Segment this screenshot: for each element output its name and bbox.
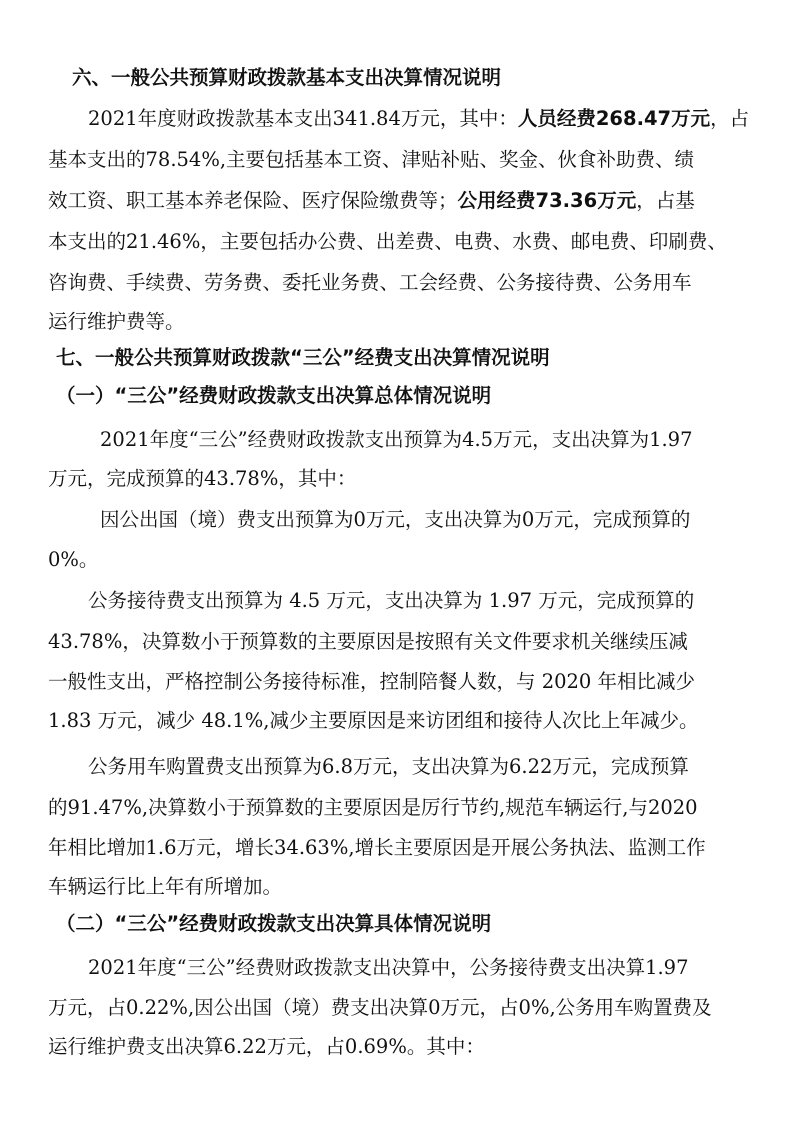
s6-text: 效工资、职工基本养老保险、医疗保险缴费等； — [48, 189, 458, 212]
s7-p4-line-1: 公务用车购置费支出预算为6.8万元，支出决算为6.22万元，完成预算 — [88, 755, 689, 778]
s6-para-line-2: 基本支出的78.54%,主要包括基本工资、津贴补贴、奖金、伙食补助费、绩 — [48, 148, 695, 171]
s7-p3-line-3: 一般性支出，严格控制公务接待标准，控制陪餐人数，与 2020 年相比减少 — [48, 670, 696, 693]
s6-para-line-6: 运行维护费等。 — [48, 310, 185, 333]
s7-p4-line-2: 的91.47%,决算数小于预算数的主要原因是厉行节约,规范车辆运行,与2020 — [48, 796, 698, 819]
s7-p5-line-1: 2021年度“三公”经费财政拨款支出决算中，公务接待费支出决算1.97 — [88, 956, 689, 979]
s6-para-line-3 — [48, 185, 695, 213]
s7-p1-line-2: 万元，完成预算的43.78%，其中： — [48, 467, 357, 490]
personnel-cost-highlight: 人员经费268.47万元 — [517, 107, 711, 130]
s7-p5-line-3: 运行维护费支出决算6.22万元，占0.69%。其中： — [48, 1035, 485, 1058]
s7-p1-line-1: 2021年度“三公”经费财政拨款支出预算为4.5万元，支出决算为1.97 — [100, 428, 693, 451]
s7-p2-line-2: 0%。 — [48, 548, 99, 571]
public-cost-highlight: 公用经费73.36万元 — [457, 189, 637, 212]
s6-text: 2021年度财政拨款基本支出341.84万元，其中： — [88, 107, 518, 130]
subsection-2-heading: （二）“三公”经费财政拨款支出决算具体情况说明 — [56, 912, 492, 935]
s6-para-line-1 — [48, 103, 749, 131]
s7-p3-line-2: 43.78%，决算数小于预算数的主要原因是按照有关文件要求机关继续压减 — [48, 630, 688, 653]
s6-para-line-4: 本支出的21.46%，主要包括办公费、出差费、电费、水费、邮电费、印刷费、 — [48, 230, 727, 253]
s6-text: ，占 — [710, 107, 750, 130]
section-7-heading: 七、一般公共预算财政拨款“三公”经费支出决算情况说明 — [56, 346, 550, 369]
s7-p4-line-3: 年相比增加1.6万元，增长34.63%,增长主要原因是开展公务执法、监测工作 — [48, 836, 706, 859]
s7-p5-line-2: 万元，占0.22%,因公出国（境）费支出决算0万元，占0%,公务用车购置费及 — [48, 996, 712, 1019]
subsection-1-heading: （一）“三公”经费财政拨款支出决算总体情况说明 — [56, 384, 492, 407]
s6-para-line-5: 咨询费、手续费、劳务费、委托业务费、工会经费、公务接待费、公务用车 — [48, 271, 692, 294]
s7-p4-line-4: 车辆运行比上年有所增加。 — [48, 875, 283, 898]
s7-p3-line-4: 1.83 万元，减少 48.1%,减少主要原因是来访团组和接待人次比上年减少。 — [48, 709, 699, 732]
s7-p2-line-1: 因公出国（境）费支出预算为0万元，支出决算为0万元，完成预算的 — [100, 508, 691, 531]
s6-text: ，占基 — [636, 189, 695, 212]
s7-p3-line-1: 公务接待费支出预算为 4.5 万元，支出决算为 1.97 万元，完成预算的 — [88, 589, 695, 612]
section-6-heading: 六、一般公共预算财政拨款基本支出决算情况说明 — [72, 66, 502, 89]
